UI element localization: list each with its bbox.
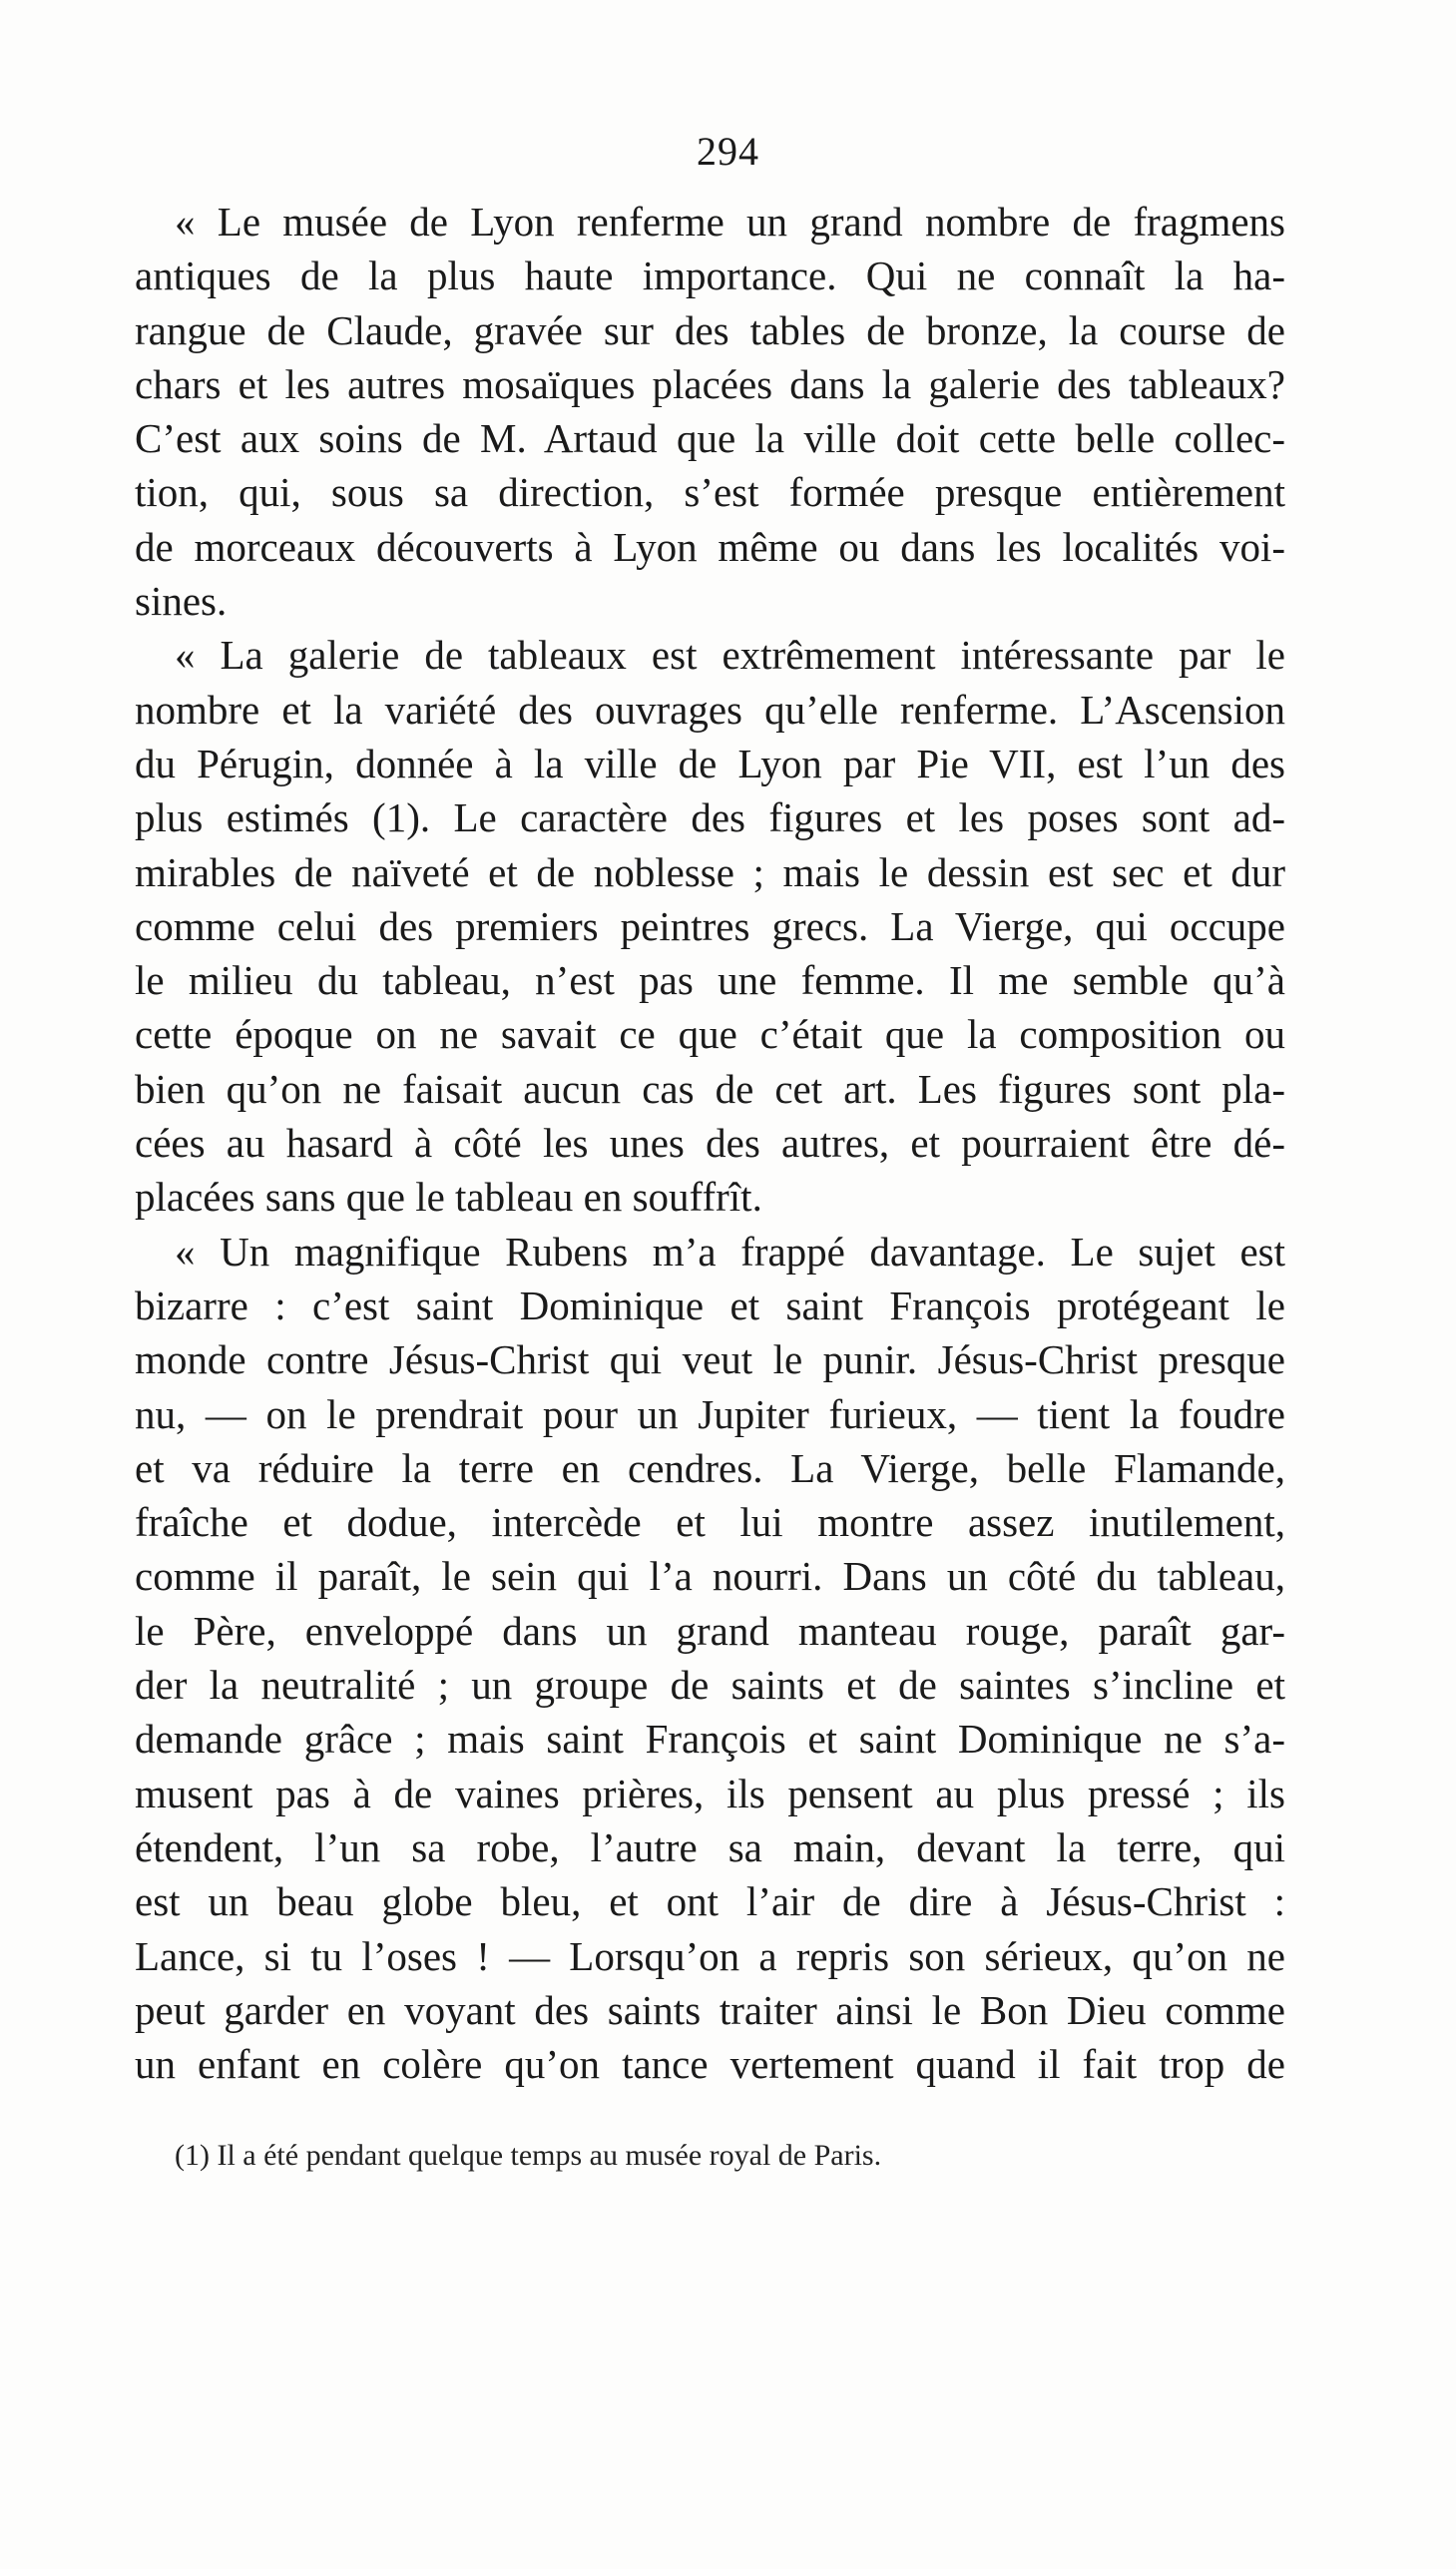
footnote: (1) Il a été pendant quelque temps au musée royal de Paris.: [175, 2139, 882, 2172]
page-number: 294: [697, 129, 759, 174]
text-line: der la neutralité ; un groupe de saints et de saintes s’incline et: [135, 1662, 1285, 1709]
paragraph-musee-de-lyon: [135, 195, 1285, 628]
text-line: demande grâce ; mais saint François et saint Dominique ne s’a-: [135, 1716, 1285, 1763]
text-line: cette époque on ne savait ce que c’était que la composition ou: [135, 1011, 1285, 1058]
text-line: bien qu’on ne faisait aucun cas de cet art. Les figures sont pla-: [135, 1065, 1285, 1112]
text-line: de morceaux découverts à Lyon même ou dans les localités voi-: [135, 523, 1285, 570]
text-line: placées sans que le tableau en souffrît.: [135, 1174, 762, 1221]
text-line: rangue de Claude, gravée sur des tables de bronze, la course de: [135, 306, 1285, 353]
text-line: et va réduire la terre en cendres. La Vierge, belle Flamande,: [135, 1444, 1285, 1491]
text-line: bizarre : c’est saint Dominique et saint François protégeant le: [135, 1282, 1285, 1328]
text-line: monde contre Jésus-Christ qui veut le punir. Jésus-Christ presque: [135, 1336, 1285, 1383]
text-line: comme celui des premiers peintres grecs. La Vierge, qui occupe: [135, 902, 1285, 949]
text-line: sines.: [135, 578, 228, 625]
text-line: plus estimés (1). Le caractère des figures et les poses sont ad-: [135, 794, 1285, 841]
text-line: « La galerie de tableaux est extrêmement intéressante par le: [175, 632, 1285, 679]
text-line: du Pérugin, donnée à la ville de Lyon par Pie VII, est l’un des: [135, 740, 1285, 786]
text-line: le milieu du tableau, n’est pas une femme. Il me semble qu’à: [135, 957, 1285, 1004]
text-line: un enfant en colère qu’on tance vertement quand il fait trop de: [135, 2041, 1285, 2088]
text-line: nombre et la variété des ouvrages qu’elle renferme. L’Ascension: [135, 686, 1285, 733]
text-line: tion, qui, sous sa direction, s’est formée presque entièrement: [135, 469, 1285, 516]
text-line: mirables de naïveté et de noblesse ; mais le dessin est sec et dur: [135, 848, 1285, 895]
text-line: Lance, si tu l’oses ! — Lorsqu’on a repris son sérieux, qu’on ne: [135, 1932, 1285, 1979]
text-line: étendent, l’un sa robe, l’autre sa main, devant la terre, qui: [135, 1823, 1285, 1870]
text-line: « Le musée de Lyon renferme un grand nombre de fragmens: [175, 199, 1285, 245]
text-line: « Un magnifique Rubens m’a frappé davantage. Le sujet est: [175, 1228, 1285, 1275]
text-line: cées au hasard à côté les unes des autres, et pourraient être dé-: [135, 1120, 1285, 1167]
text-line: fraîche et dodue, intercède et lui montre assez inutilement,: [135, 1499, 1285, 1546]
text-line: nu, — on le prendrait pour un Jupiter furieux, — tient la foudre: [135, 1390, 1285, 1437]
text-line: comme il paraît, le sein qui l’a nourri. Dans un côté du tableau,: [135, 1553, 1285, 1600]
text-line: est un beau globe bleu, et ont l’air de dire à Jésus-Christ :: [135, 1878, 1285, 1925]
text-line: antiques de la plus haute importance. Qui ne connaît la ha-: [135, 253, 1285, 299]
paragraph-galerie-de-tableaux: [135, 628, 1285, 1224]
body-text: [135, 195, 1285, 2091]
text-line: chars et les autres mosaïques placées dans la galerie des tableaux?: [135, 360, 1285, 407]
text-line: C’est aux soins de M. Artaud que la ville doit cette belle collec-: [135, 415, 1285, 462]
text-line: le Père, enveloppé dans un grand manteau rouge, paraît gar-: [135, 1607, 1285, 1654]
text-line: musent pas à de vaines prières, ils pensent au plus pressé ; ils: [135, 1770, 1285, 1816]
paragraph-rubens: [135, 1225, 1285, 2092]
text-line: peut garder en voyant des saints traiter ainsi le Bon Dieu comme: [135, 1986, 1285, 2033]
